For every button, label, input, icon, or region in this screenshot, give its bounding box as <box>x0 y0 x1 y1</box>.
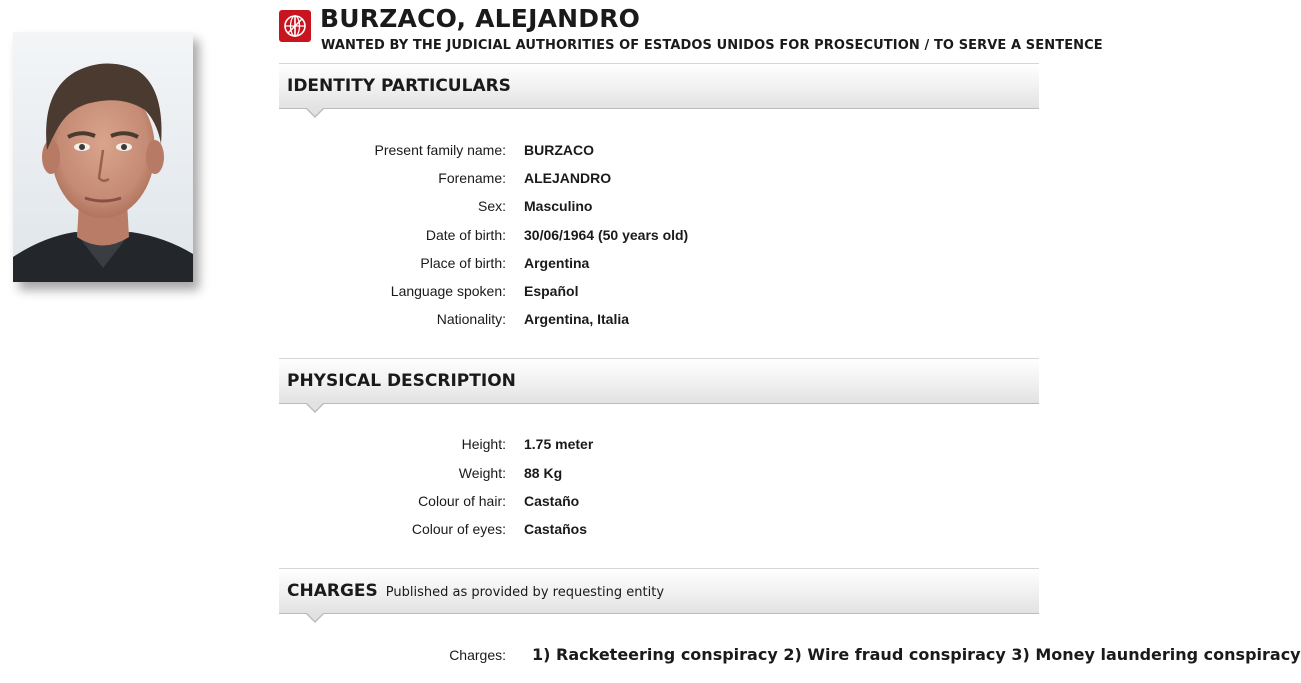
field-row-height <box>279 436 1024 456</box>
field-label: Forename: <box>438 170 506 186</box>
field-value: ALEJANDRO <box>524 170 612 186</box>
physical-section-header <box>279 358 1039 404</box>
field-label: Weight: <box>458 465 506 481</box>
interpol-emblem-icon <box>279 10 311 42</box>
charges-subtitle: Published as provided by requesting entity <box>385 585 665 600</box>
identity-section-header <box>279 63 1039 109</box>
field-value: 30/06/1964 (50 years old) <box>524 227 689 243</box>
field-value: 1.75 meter <box>524 436 594 452</box>
field-row-forename <box>279 170 1024 190</box>
field-label: Colour of eyes: <box>411 521 506 537</box>
field-label: Height: <box>461 436 506 452</box>
field-label: Charges: <box>449 647 506 663</box>
identity-section-title: IDENTITY PARTICULARS <box>287 76 511 96</box>
field-label: Colour of hair: <box>418 493 506 509</box>
field-row-place-of-birth <box>279 255 1024 275</box>
field-row-date-of-birth <box>279 227 1024 247</box>
field-row-family-name <box>279 142 1024 162</box>
field-label: Date of birth: <box>425 227 506 243</box>
charges-title-text: CHARGES <box>287 581 378 601</box>
field-label: Sex: <box>477 198 506 214</box>
section-notch <box>305 403 325 413</box>
field-value: Español <box>524 283 579 299</box>
physical-section-title: PHYSICAL DESCRIPTION <box>287 371 516 391</box>
field-value: Argentina <box>524 255 590 271</box>
field-row-sex <box>279 198 1024 218</box>
charges-value: 1) Racketeering conspiracy 2) Wire fraud conspiracy 3) Money laundering conspiracy <box>532 645 1301 664</box>
field-row-eye-colour <box>279 521 1024 541</box>
field-value: Castaños <box>524 521 588 537</box>
field-value: Masculino <box>524 198 593 214</box>
suspect-photo <box>13 32 193 282</box>
field-label: Place of birth: <box>420 255 506 271</box>
field-row-language <box>279 283 1024 303</box>
field-label: Nationality: <box>436 311 506 327</box>
field-value: BURZACO <box>524 142 594 158</box>
field-row-charges <box>279 645 1301 668</box>
field-value: 88 Kg <box>524 465 563 481</box>
field-label: Language spoken: <box>390 283 506 299</box>
section-notch <box>305 613 325 623</box>
charges-section-title <box>287 581 664 601</box>
field-value: Argentina, Italia <box>524 311 630 327</box>
field-value: Castaño <box>524 493 580 509</box>
wanted-statement: WANTED BY THE JUDICIAL AUTHORITIES OF ESTADOS UNIDOS FOR PROSECUTION / TO SERVE A SENTENCE <box>321 38 1103 53</box>
field-row-weight <box>279 465 1024 485</box>
field-label: Present family name: <box>374 142 506 158</box>
field-row-nationality <box>279 311 1024 331</box>
charges-section-header <box>279 568 1039 614</box>
field-row-hair-colour <box>279 493 1024 513</box>
person-name: BURZACO, ALEJANDRO <box>320 4 641 33</box>
section-notch <box>305 108 325 118</box>
